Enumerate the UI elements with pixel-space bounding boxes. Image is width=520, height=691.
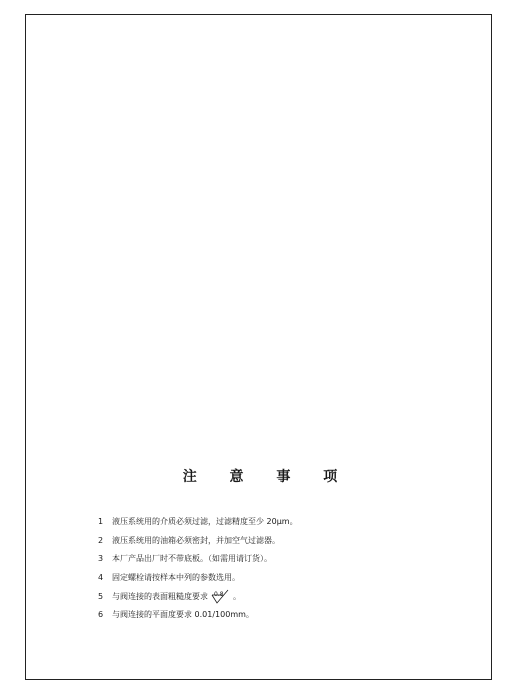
note-text: 与阀连接的表面粗糙度要求 [112,591,208,601]
note-item [98,569,298,588]
notes-list [98,513,298,625]
note-item [98,532,298,551]
note-text: 固定螺栓请按样本中列的参数选用。 [112,573,240,583]
note-number: 4 [98,573,104,583]
note-item [98,550,298,569]
note-number: 3 [98,554,104,564]
note-item [98,588,298,607]
roughness-value: 0.8 [214,591,224,599]
note-item [98,606,298,625]
note-item [98,513,298,532]
note-number: 6 [98,610,104,620]
note-number: 1 [98,517,104,526]
note-text: 本厂产品出厂时不带底板。（如需用请订货）。 [112,554,272,564]
page-title: 注 意 事 项 [182,469,352,485]
note-text: 液压系统用的介质必须过滤，过滤精度至少 20μm。 [112,517,298,526]
surface-roughness-icon [211,589,231,605]
note-number: 5 [98,591,104,601]
note-number: 2 [98,535,104,545]
note-text: 与阀连接的平面度要求 0.01/100mm。 [112,610,254,620]
note-tail: 。 [233,591,241,601]
note-text: 液压系统用的油箱必须密封，并加空气过滤器。 [112,535,280,545]
